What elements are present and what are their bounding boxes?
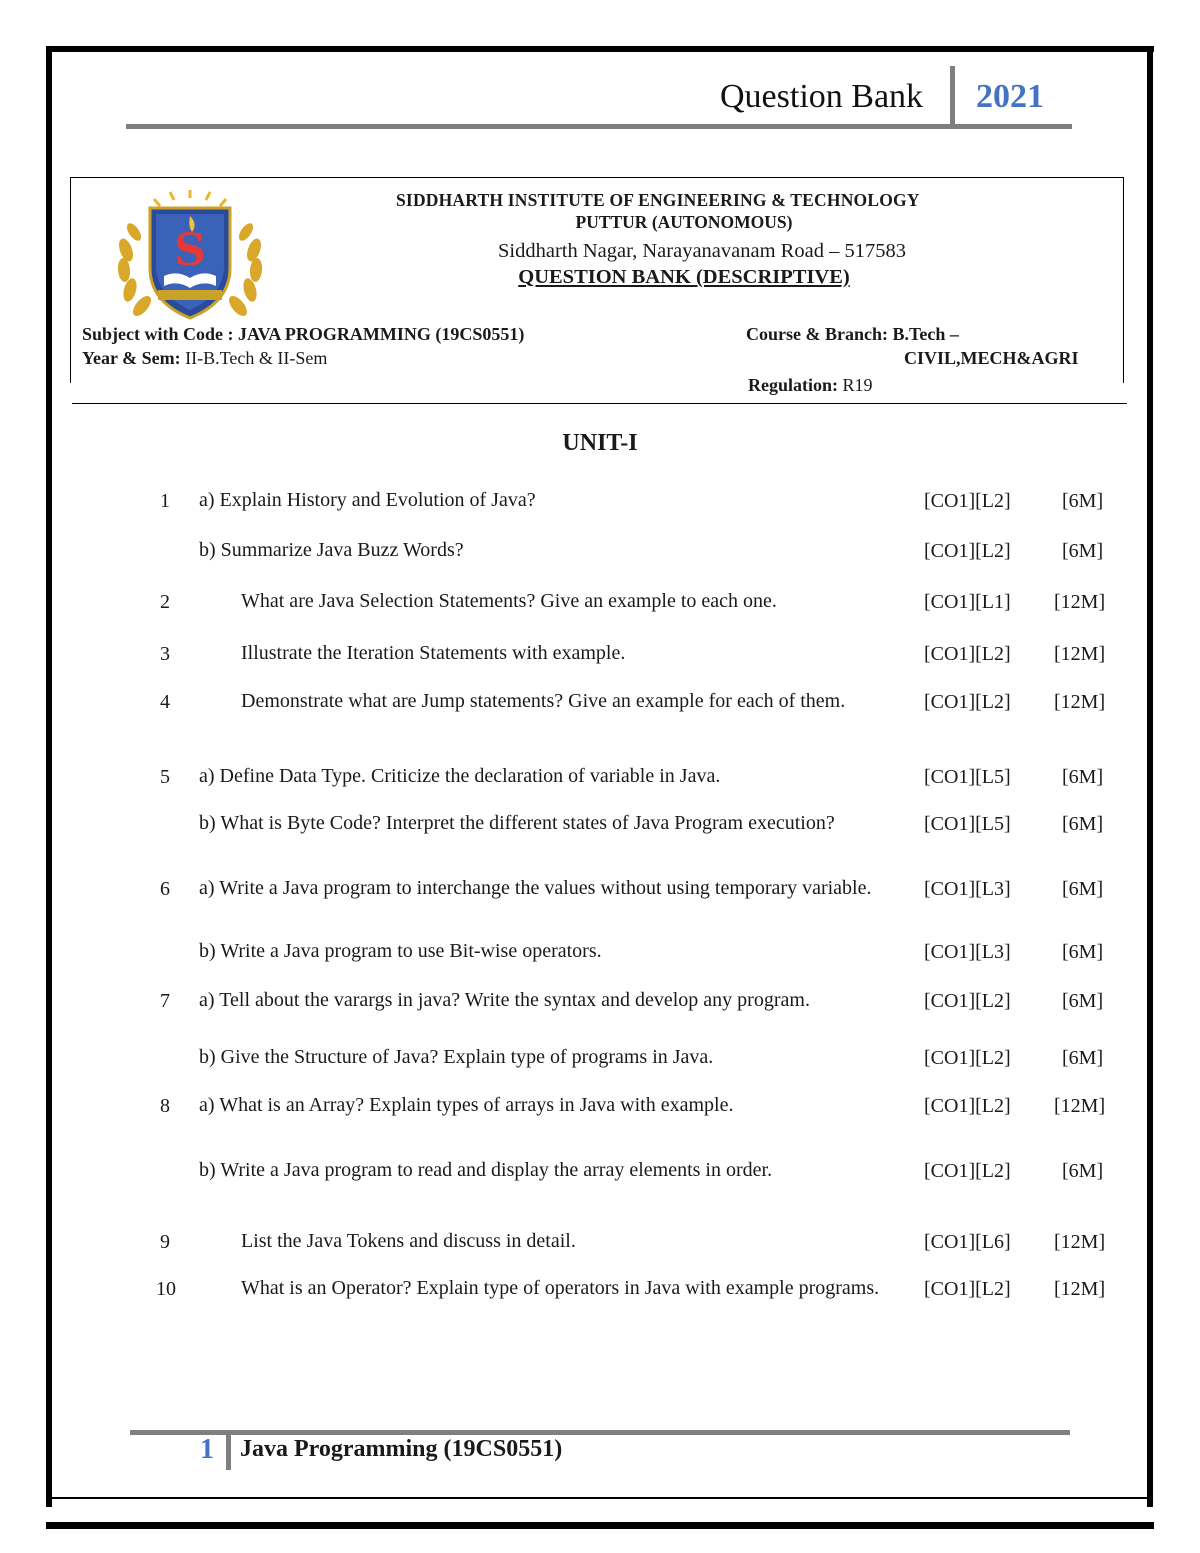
question-text [199,986,931,1014]
course-outcome-level: [CO1][L2] [924,1278,1011,1300]
branch-line [904,348,1079,369]
header-year: 2021 [976,78,1044,115]
question-body: Explain History and Evolution of Java? [219,489,536,511]
question-text [241,1274,901,1302]
question-text [199,762,931,790]
subject-line [82,324,524,345]
question-marks: [6M] [1062,941,1104,963]
course-outcome-level: [CO1][L2] [924,1047,1011,1069]
question-number: 10 [156,1278,176,1300]
question-part: a) [199,877,215,899]
page-number: 1 [200,1434,214,1465]
course-outcome-level: [CO1][L3] [924,941,1011,963]
question-body: What is an Array? Explain types of arrays in Java with example. [219,1094,734,1116]
footer-separator [226,1434,231,1470]
question-marks: [6M] [1062,1047,1104,1069]
info-box-right [1123,177,1124,383]
question-body: Illustrate the Iteration Statements with example. [241,642,626,664]
question-part: b) [199,539,216,561]
header-rule [126,124,1072,129]
question-marks: [12M] [1054,691,1106,713]
question-body: Tell about the varargs in java? Write the syntax and develop any program. [219,989,810,1011]
branch-value: CIVIL,MECH&AGRI [904,348,1079,368]
course-outcome-level: [CO1][L5] [924,813,1011,835]
institute-location: PUTTUR (AUTONOMOUS) [575,212,793,232]
course-outcome-level: [CO1][L2] [924,691,1011,713]
question-text [199,809,931,837]
subject-value: JAVA PROGRAMMING (19CS0551) [238,324,525,344]
course-label: Course & Branch: [746,324,888,344]
course-outcome-level: [CO1][L2] [924,990,1011,1012]
document-type: QUESTION BANK (DESCRIPTIVE) [518,266,850,288]
question-part: a) [199,1094,215,1116]
question-body: What is Byte Code? Interpret the different states of Java Program execution? [220,812,835,834]
question-part: b) [199,812,216,834]
question-text [199,536,931,564]
question-body: Give the Structure of Java? Explain type of programs in Java. [220,1046,714,1068]
question-body: Write a Java program to use Bit-wise operators. [220,940,602,962]
question-text [199,874,931,902]
question-number: 3 [160,643,170,665]
question-marks: [6M] [1062,540,1104,562]
question-part: a) [199,765,215,787]
course-outcome-level: [CO1][L2] [924,540,1011,562]
question-marks: [6M] [1062,878,1104,900]
course-line [746,324,959,345]
footer-title: Java Programming (19CS0551) [240,1436,563,1462]
college-crest-icon [114,190,266,324]
page-border-bottom [46,1522,1154,1529]
question-number: 4 [160,691,170,713]
question-body: What are Java Selection Statements? Give an example to each one. [241,590,777,612]
course-outcome-level: [CO1][L5] [924,766,1011,788]
question-marks: [6M] [1062,990,1104,1012]
institute-name: SIDDHARTH INSTITUTE OF ENGINEERING & TECHNOLOGY [396,190,920,210]
question-number: 1 [160,490,170,512]
question-body: List the Java Tokens and discuss in detail. [241,1230,576,1252]
question-body: Summarize Java Buzz Words? [220,539,464,561]
page-border-left [46,46,52,1507]
question-text [241,587,901,615]
crest-letter: S [174,225,206,276]
question-number: 7 [160,990,170,1012]
regulation-line [748,375,873,396]
page-border-right [1147,46,1153,1507]
question-marks: [6M] [1062,813,1104,835]
question-marks: [6M] [1062,1160,1104,1182]
info-box-bottom [72,403,1127,404]
regulation-value: R19 [842,375,873,395]
header-title: Question Bank [720,78,924,115]
course-outcome-level: [CO1][L1] [924,591,1011,613]
question-marks: [12M] [1054,1278,1106,1300]
question-body: Define Data Type. Criticize the declaration of variable in Java. [219,765,721,787]
question-marks: [12M] [1054,591,1106,613]
question-text [199,486,931,514]
question-number: 6 [160,878,170,900]
question-text [199,1043,931,1071]
page-border-top [46,46,1154,52]
question-part: b) [199,1046,216,1068]
question-marks: [12M] [1054,643,1106,665]
info-box-top [70,177,1124,178]
year-sem-line [82,348,327,369]
question-text [241,639,901,667]
footer-rule [130,1430,1070,1435]
year-sem-label: Year & Sem: [82,348,181,368]
question-part: b) [199,940,216,962]
question-number: 8 [160,1095,170,1117]
question-text [199,1091,931,1119]
header-separator [950,66,955,126]
institute-address: Siddharth Nagar, Narayanavanam Road – 517583 [498,240,906,262]
question-body: Write a Java program to interchange the values without using temporary variable. [219,877,872,899]
question-marks: [12M] [1054,1231,1106,1253]
question-part: a) [199,489,215,511]
course-outcome-level: [CO1][L2] [924,490,1011,512]
course-outcome-level: [CO1][L2] [924,643,1011,665]
course-outcome-level: [CO1][L3] [924,878,1011,900]
info-box-left [70,177,71,383]
course-value: B.Tech – [892,324,959,344]
question-number: 9 [160,1231,170,1253]
question-number: 2 [160,591,170,613]
question-body: What is an Operator? Explain type of operators in Java with example programs. [241,1277,880,1299]
page-border-inner-bottom [52,1497,1147,1499]
question-part: a) [199,989,215,1011]
regulation-label: Regulation: [748,375,838,395]
year-sem-value: II-B.Tech & II-Sem [185,348,328,368]
subject-label: Subject with Code : [82,324,234,344]
question-text [199,1156,931,1184]
question-number: 5 [160,766,170,788]
unit-heading: UNIT-I [562,430,638,456]
question-text [199,937,931,965]
question-text [241,687,901,715]
question-marks: [6M] [1062,490,1104,512]
course-outcome-level: [CO1][L2] [924,1160,1011,1182]
question-marks: [12M] [1054,1095,1106,1117]
question-text [241,1227,901,1255]
course-outcome-level: [CO1][L2] [924,1095,1011,1117]
question-body: Demonstrate what are Jump statements? Give an example for each of them. [241,690,846,712]
question-part: b) [199,1159,216,1181]
question-body: Write a Java program to read and display the array elements in order. [220,1159,773,1181]
question-marks: [6M] [1062,766,1104,788]
course-outcome-level: [CO1][L6] [924,1231,1011,1253]
